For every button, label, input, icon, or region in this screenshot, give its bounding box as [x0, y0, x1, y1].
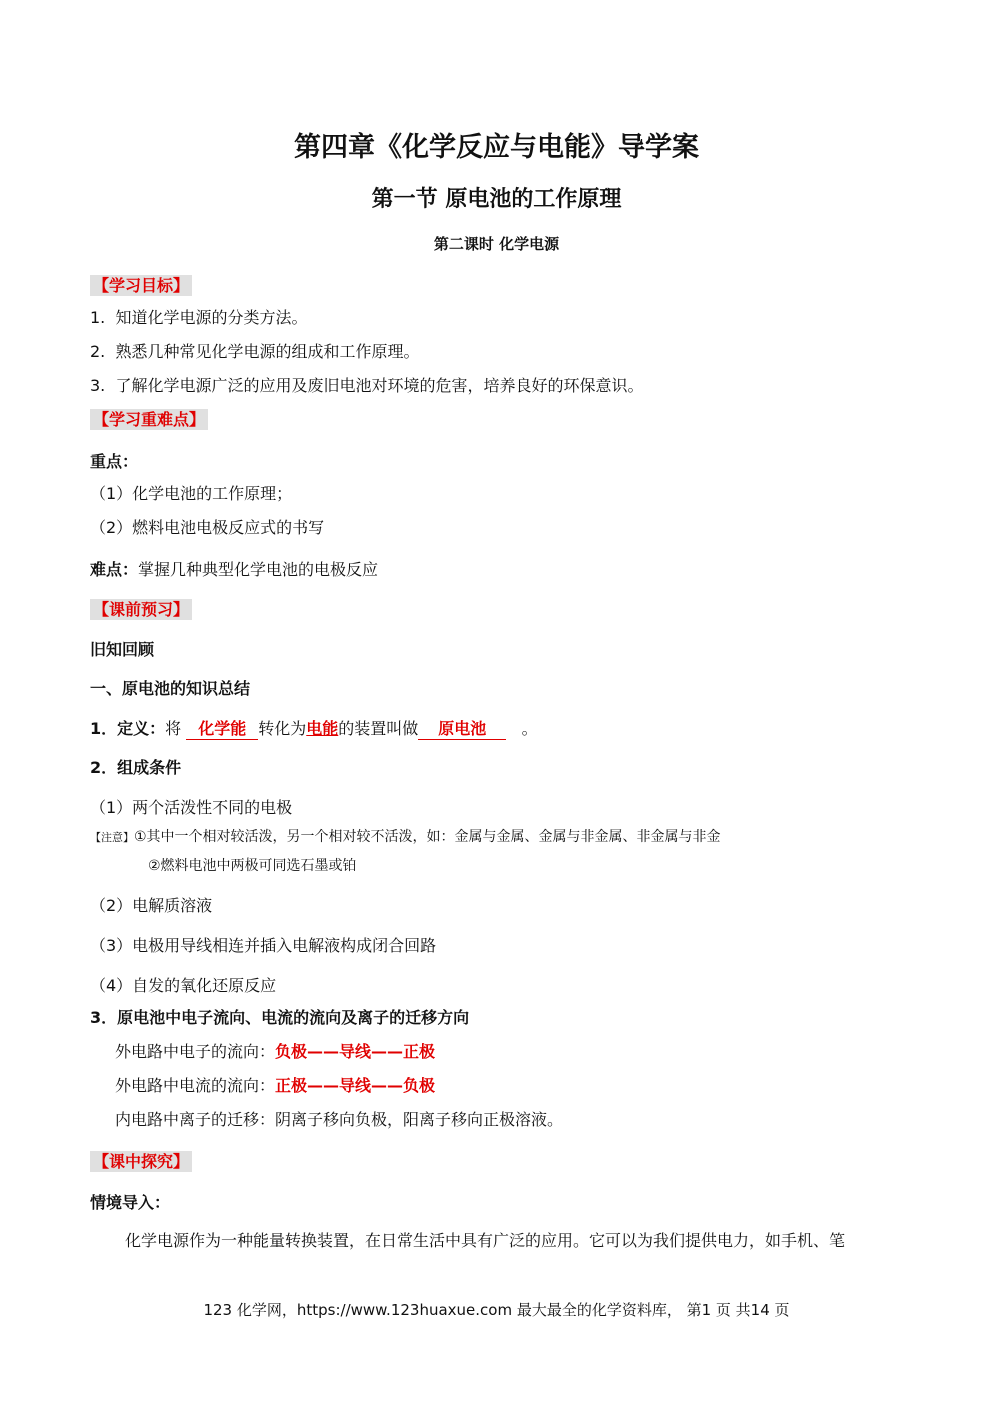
objective-num: 1.	[90, 308, 106, 327]
flow-prefix: 外电路中电子的流向：	[115, 1042, 276, 1061]
page-footer: 123 化学网，https://www.123huaxue.com 最大最全的化学资料库， 第1 页 共14 页	[203, 1301, 790, 1319]
objective-text: 知道化学电源的分类方法。	[115, 308, 308, 327]
note-text: ②燃料电池中两极可同选石墨或铂	[148, 858, 357, 874]
explore-tag: 【课中探究】	[90, 1151, 192, 1172]
flow-value: 负极——导线——正极	[275, 1042, 436, 1061]
objective-num: 2.	[90, 342, 106, 361]
condition-item: （4）自发的氧化还原反应	[90, 976, 277, 995]
note-tag: 【注意】	[90, 831, 134, 844]
difficult-text: 掌握几种典型化学电池的电极反应	[138, 560, 379, 579]
intro-label: 情境导入：	[90, 1193, 171, 1212]
flow-label: 3．原电池中电子流向、电流的流向及离子的迁移方向	[90, 1008, 470, 1027]
difficult-point	[90, 557, 378, 580]
keypoints-tag: 【学习重难点】	[90, 409, 208, 430]
definition-text: 将	[165, 719, 182, 738]
keypoints-section	[90, 407, 208, 430]
difficult-label: 难点：	[90, 560, 139, 579]
objective-item	[90, 305, 307, 328]
note-line	[90, 826, 721, 846]
key-label: 重点：	[90, 452, 139, 471]
key-item: （1）化学电池的工作原理；	[90, 484, 293, 503]
review-label: 旧知回顾	[90, 640, 155, 659]
objectives-tag: 【学习目标】	[90, 275, 192, 296]
flow-value: 正极——导线——负极	[275, 1076, 436, 1095]
condition-item: （3）电极用导线相连并插入电解液构成闭合回路	[90, 936, 437, 955]
preview-tag: 【课前预习】	[90, 599, 192, 620]
objective-text: 了解化学电源广泛的应用及废旧电池对环境的危害，培养良好的环保意识。	[115, 376, 644, 395]
condition-item: （2）电解质溶液	[90, 896, 213, 915]
objective-text: 熟悉几种常见化学电源的组成和工作原理。	[115, 342, 420, 361]
section-title: 第一节 原电池的工作原理	[371, 187, 622, 212]
flow-line	[115, 1039, 435, 1062]
lesson-title: 第二课时 化学电源	[433, 235, 560, 253]
blank-galvanic-cell: 原电池	[418, 716, 506, 740]
preview-section	[90, 597, 192, 620]
flow-line	[115, 1073, 435, 1096]
intro-text: 化学电源作为一种能量转换装置，在日常生活中具有广泛的应用。它可以为我们提供电力，如手机、笔	[125, 1231, 846, 1250]
flow-prefix: 外电路中电流的流向：	[115, 1076, 276, 1095]
conditions-label: 2．组成条件	[90, 758, 182, 777]
heading-summary: 一、原电池的知识总结	[90, 679, 251, 698]
objectives-section	[90, 273, 192, 296]
definition-text: 的装置叫做	[338, 719, 419, 738]
objective-item	[90, 339, 419, 362]
definition-end: 。	[521, 719, 538, 738]
flow-line: 内电路中离子的迁移：阴离子移向负极，阳离子移向正极溶液。	[115, 1110, 564, 1129]
key-item: （2）燃料电池电极反应式的书写	[90, 518, 325, 537]
objective-num: 3.	[90, 376, 106, 395]
condition-item: （1）两个活泼性不同的电极	[90, 798, 293, 817]
explore-section	[90, 1149, 192, 1172]
definition-label: 1．定义：	[90, 719, 166, 738]
definition-line	[90, 716, 538, 740]
note-text: ①其中一个相对较活泼，另一个相对较不活泼，如：金属与金属、金属与非金属、非金属与非金	[134, 829, 721, 845]
definition-text: 转化为	[258, 719, 307, 738]
chapter-title: 第四章《化学反应与电能》导学案	[294, 132, 699, 163]
blank-chemical-energy: 化学能	[186, 716, 258, 740]
objective-item	[90, 373, 643, 396]
blank-electric-energy: 电能	[306, 719, 339, 738]
